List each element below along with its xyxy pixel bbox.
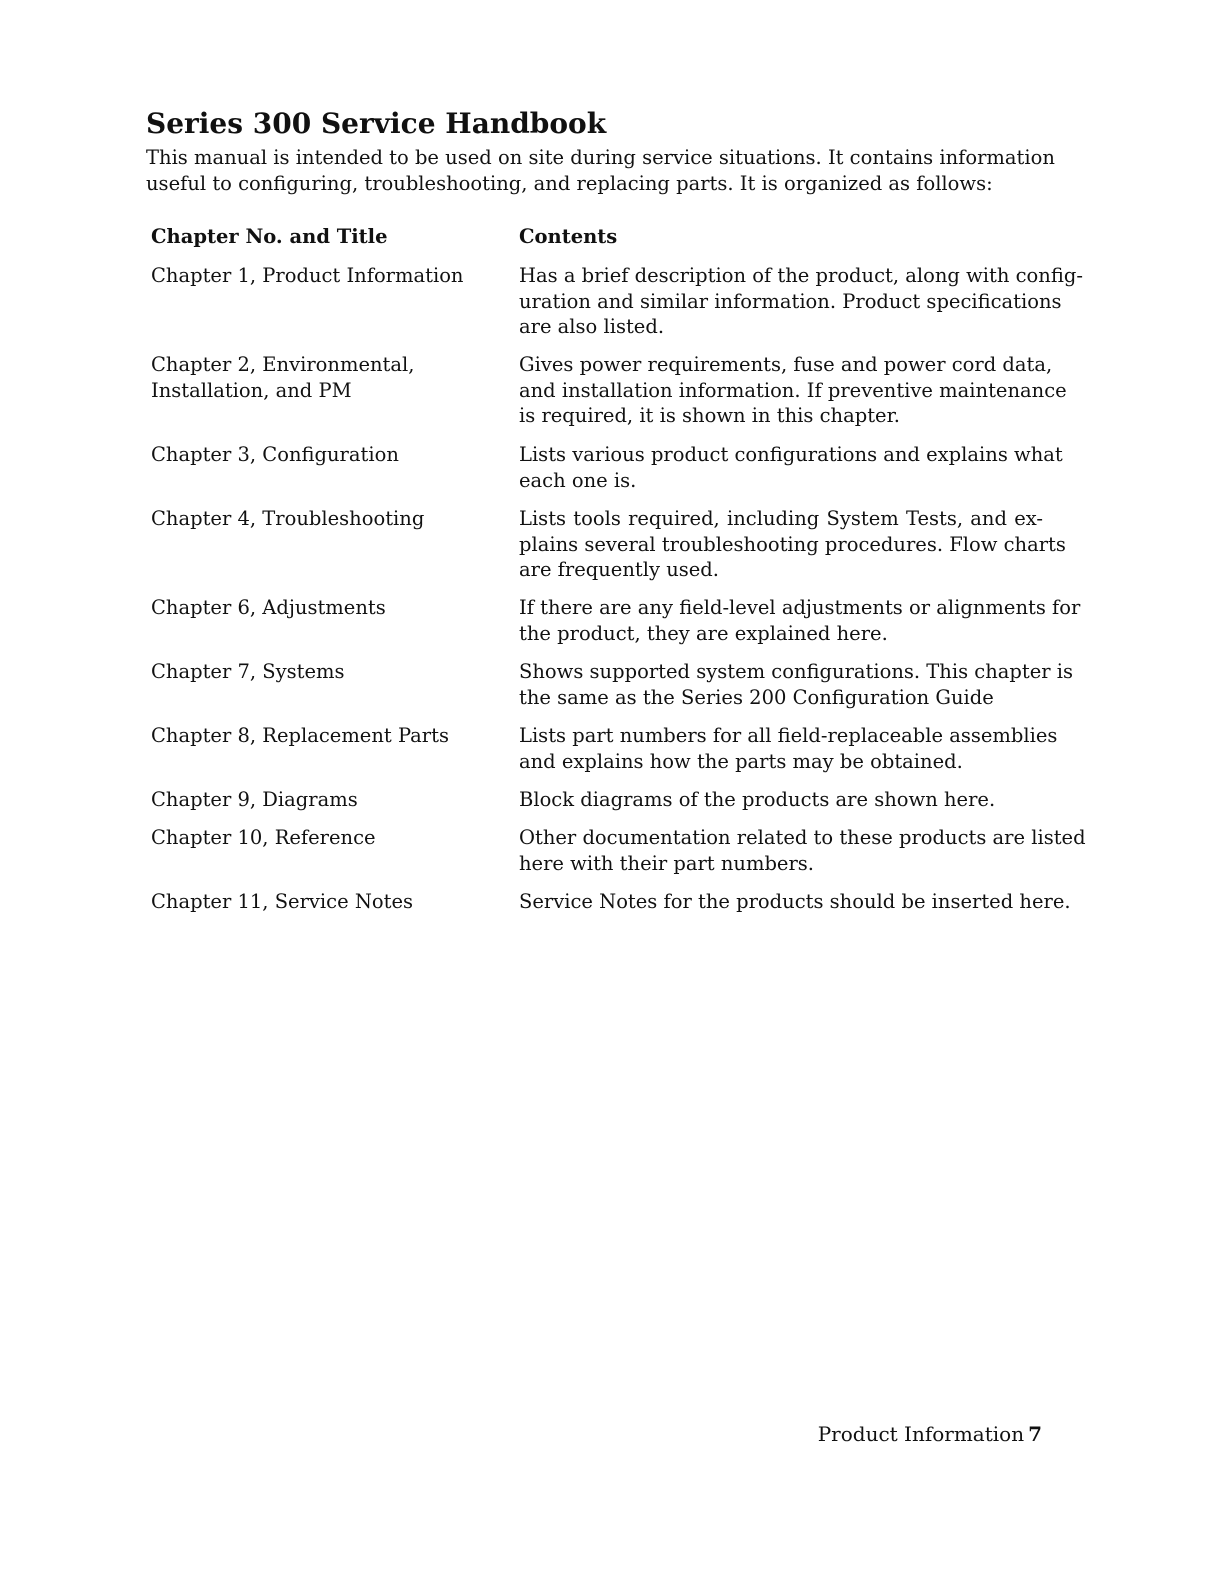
contents-line: Service Notes for the products should be inserted here. [519,890,1071,913]
contents-line: is required, it is shown in this chapter. [519,404,900,427]
chapter-contents-11 [519,889,1071,915]
column-header-chapter: Chapter No. and Title [151,225,388,248]
contents-line: and explains how the parts may be obtained. [519,749,963,773]
contents-line: and installation information. If preventive maintenance [519,378,1067,402]
chapter-title-9 [151,787,491,813]
chapter-title-line: Chapter 2, Environmental, [151,353,415,376]
chapter-title-4 [151,506,491,532]
page-title: Series 300 Service Handbook [146,107,607,140]
chapter-title-line: Chapter 4, Troubleshooting [151,507,425,530]
chapter-contents-7 [519,659,1074,710]
page-number: 7 [1028,1422,1042,1446]
chapter-title-11 [151,889,491,915]
contents-line: If there are any field-level adjustments or alignments for [519,596,1081,619]
chapter-title-line: Chapter 11, Service Notes [151,890,414,913]
chapter-title-line: Chapter 10, Reference [151,826,376,849]
chapter-title-3 [151,442,491,468]
chapter-contents-8 [519,723,1058,774]
contents-line: Gives power requirements, fuse and power cord data, [519,353,1053,376]
contents-line: Lists part numbers for all field-replaceable assemblies [519,724,1058,747]
intro-line: This manual is intended to be used on site during service situations. It contains information [146,146,1055,169]
chapter-title-10 [151,825,491,851]
contents-line: Other documentation related to these products are listed [519,826,1086,849]
contents-line: Block diagrams of the products are shown here. [519,788,996,811]
chapter-contents-2 [519,352,1067,429]
chapter-title-line: Chapter 6, Adjustments [151,596,386,619]
contents-line: plains several troubleshooting procedures. Flow charts [519,532,1066,556]
chapter-title-line: Chapter 8, Replacement Parts [151,724,449,747]
contents-line: the product, they are explained here. [519,621,888,645]
chapter-title-line: Chapter 7, Systems [151,660,345,683]
chapter-contents-9 [519,787,1043,813]
page-footer [818,1420,1042,1448]
chapter-title-8 [151,723,491,749]
chapter-contents-1 [519,263,1083,340]
chapter-title-line: Chapter 1, Product Information [151,264,464,287]
contents-line: Lists tools required, including System Tests, and ex- [519,507,1043,530]
footer-section: Product Information [817,1422,1025,1446]
contents-line: are also listed. [519,315,665,338]
contents-line: Has a brief description of the product, along with config- [519,264,1083,287]
contents-line: uration and similar information. Product specifications [519,289,1062,313]
chapter-contents-4 [519,506,1066,583]
chapter-contents-3 [519,442,1063,493]
contents-line: the same as the Series 200 Configuration Guide [519,685,994,709]
chapter-title-1 [151,263,491,289]
contents-line: Lists various product configurations and explains what [519,443,1063,466]
contents-line: each one is. [519,468,637,492]
chapter-contents-6 [519,595,1081,646]
contents-line: Shows supported system configurations. This chapter is [519,660,1074,683]
intro-line: useful to configuring, troubleshooting, and replacing parts. It is organized as follows: [146,171,993,195]
chapter-contents-10 [519,825,1086,876]
chapter-title-2 [151,352,491,403]
chapter-title-line: Chapter 3, Configuration [151,443,399,466]
intro-paragraph [146,145,1055,196]
chapter-title-line: Installation, and PM [151,378,352,402]
chapter-title-6 [151,595,491,621]
contents-line: are frequently used. [519,558,719,581]
column-header-contents: Contents [519,225,618,248]
chapter-title-7 [151,659,491,685]
chapter-title-line: Chapter 9, Diagrams [151,788,358,811]
contents-line: here with their part numbers. [519,851,814,875]
